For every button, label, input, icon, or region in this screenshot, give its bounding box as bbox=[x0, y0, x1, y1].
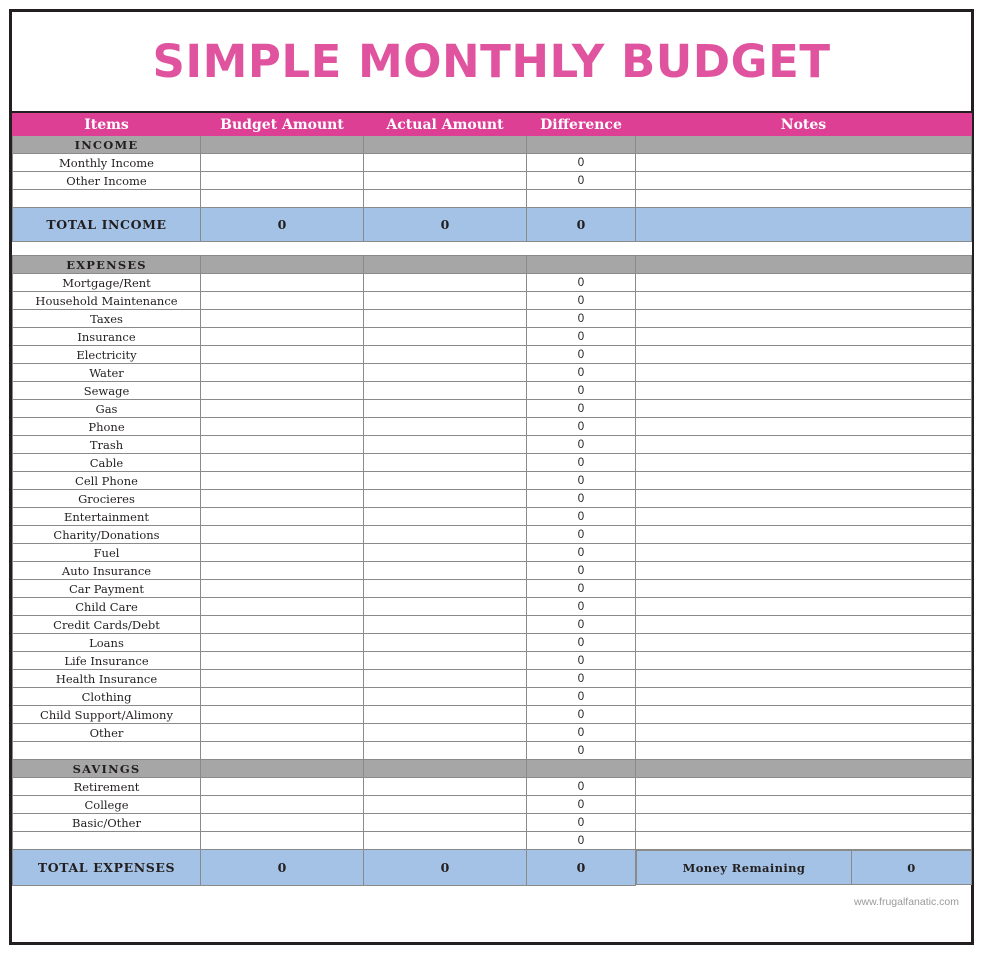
expense-row-budget-cell[interactable] bbox=[201, 490, 364, 508]
column-header-budget-amount: Budget Amount bbox=[201, 114, 364, 136]
savings-row-difference-cell: 0 bbox=[527, 832, 636, 850]
expense-row-actual-cell[interactable] bbox=[364, 544, 527, 562]
expense-row-budget-cell[interactable] bbox=[201, 400, 364, 418]
expense-row-budget-cell[interactable] bbox=[201, 526, 364, 544]
expense-row-difference-cell: 0 bbox=[527, 580, 636, 598]
table-body bbox=[13, 136, 972, 886]
income-row-budget-cell[interactable] bbox=[201, 154, 364, 172]
expense-row-actual-cell[interactable] bbox=[364, 724, 527, 742]
expense-row-actual-cell[interactable] bbox=[364, 274, 527, 292]
total-expenses-budget: 0 bbox=[201, 850, 364, 886]
section-expenses-fill bbox=[527, 256, 636, 274]
expense-row-difference-cell: 0 bbox=[527, 544, 636, 562]
savings-row-budget-cell[interactable] bbox=[201, 796, 364, 814]
total-income-actual: 0 bbox=[364, 208, 527, 242]
income-row-notes-cell[interactable] bbox=[636, 154, 972, 172]
income-row-difference-cell bbox=[527, 190, 636, 208]
expense-row-budget-cell[interactable] bbox=[201, 436, 364, 454]
table-row bbox=[13, 688, 972, 706]
budget-table bbox=[12, 113, 972, 886]
expense-row-notes-cell[interactable] bbox=[636, 634, 972, 652]
expense-row-budget-cell[interactable] bbox=[201, 670, 364, 688]
expense-row-label: Health Insurance bbox=[13, 670, 201, 688]
expense-row-label: Mortgage/Rent bbox=[13, 274, 201, 292]
income-row-notes-cell[interactable] bbox=[636, 172, 972, 190]
expense-row-actual-cell[interactable] bbox=[364, 598, 527, 616]
expense-row-difference-cell: 0 bbox=[527, 454, 636, 472]
expense-row-notes-cell[interactable] bbox=[636, 292, 972, 310]
expense-row-notes-cell[interactable] bbox=[636, 598, 972, 616]
table-row bbox=[13, 526, 972, 544]
expense-row-notes-cell[interactable] bbox=[636, 328, 972, 346]
expense-row-actual-cell[interactable] bbox=[364, 580, 527, 598]
savings-row-budget-cell[interactable] bbox=[201, 814, 364, 832]
total-expenses-actual: 0 bbox=[364, 850, 527, 886]
expense-row-label: Gas bbox=[13, 400, 201, 418]
section-income-fill bbox=[201, 136, 364, 154]
income-row-label: Other Income bbox=[13, 172, 201, 190]
expense-row-difference-cell: 0 bbox=[527, 490, 636, 508]
savings-row-difference-cell: 0 bbox=[527, 778, 636, 796]
expense-row-difference-cell: 0 bbox=[527, 526, 636, 544]
savings-row-budget-cell[interactable] bbox=[201, 832, 364, 850]
expense-row-actual-cell[interactable] bbox=[364, 634, 527, 652]
table-row bbox=[13, 724, 972, 742]
expense-row-difference-cell: 0 bbox=[527, 508, 636, 526]
expense-row-notes-cell[interactable] bbox=[636, 436, 972, 454]
expense-row-budget-cell[interactable] bbox=[201, 364, 364, 382]
section-expenses-fill bbox=[636, 256, 972, 274]
expense-row-label: Phone bbox=[13, 418, 201, 436]
income-row-actual-cell[interactable] bbox=[364, 172, 527, 190]
expense-row-difference-cell: 0 bbox=[527, 436, 636, 454]
expense-row-difference-cell: 0 bbox=[527, 328, 636, 346]
table-row bbox=[13, 172, 972, 190]
table-row bbox=[13, 508, 972, 526]
expense-row-actual-cell[interactable] bbox=[364, 310, 527, 328]
expense-row-notes-cell[interactable] bbox=[636, 400, 972, 418]
expense-row-notes-cell[interactable] bbox=[636, 472, 972, 490]
column-header-items: Items bbox=[13, 114, 201, 136]
section-income-fill bbox=[636, 136, 972, 154]
expense-row-actual-cell[interactable] bbox=[364, 688, 527, 706]
expense-row-difference-cell: 0 bbox=[527, 310, 636, 328]
savings-row-notes-cell[interactable] bbox=[636, 796, 972, 814]
savings-row-notes-cell[interactable] bbox=[636, 832, 972, 850]
table-row bbox=[13, 652, 972, 670]
expense-row-label: Entertainment bbox=[13, 508, 201, 526]
section-savings-fill bbox=[636, 760, 972, 778]
expense-row-budget-cell[interactable] bbox=[201, 472, 364, 490]
table-row bbox=[13, 154, 972, 172]
expense-row-difference-cell: 0 bbox=[527, 724, 636, 742]
expense-row-difference-cell: 0 bbox=[527, 742, 636, 760]
savings-row-notes-cell[interactable] bbox=[636, 814, 972, 832]
table-row bbox=[13, 580, 972, 598]
expense-row-notes-cell[interactable] bbox=[636, 346, 972, 364]
title-band bbox=[12, 12, 971, 113]
expense-row-label: Auto Insurance bbox=[13, 562, 201, 580]
expense-row-budget-cell[interactable] bbox=[201, 562, 364, 580]
section-income bbox=[13, 136, 972, 154]
expense-row-actual-cell[interactable] bbox=[364, 742, 527, 760]
savings-row-actual-cell[interactable] bbox=[364, 814, 527, 832]
expense-row-difference-cell: 0 bbox=[527, 400, 636, 418]
expense-row-difference-cell: 0 bbox=[527, 346, 636, 364]
total-expenses-row bbox=[13, 850, 972, 886]
section-expenses bbox=[13, 256, 972, 274]
income-row-notes-cell[interactable] bbox=[636, 190, 972, 208]
expense-row-difference-cell: 0 bbox=[527, 670, 636, 688]
expense-row-label: Car Payment bbox=[13, 580, 201, 598]
expense-row-label: Loans bbox=[13, 634, 201, 652]
expense-row-label: Household Maintenance bbox=[13, 292, 201, 310]
table-row bbox=[13, 544, 972, 562]
expense-row-notes-cell[interactable] bbox=[636, 544, 972, 562]
expense-row-label: Grocieres bbox=[13, 490, 201, 508]
table-row bbox=[13, 292, 972, 310]
expense-row-budget-cell[interactable] bbox=[201, 418, 364, 436]
table-row bbox=[13, 562, 972, 580]
total-income-row bbox=[13, 208, 972, 242]
expense-row-budget-cell[interactable] bbox=[201, 742, 364, 760]
expense-row-actual-cell[interactable] bbox=[364, 490, 527, 508]
section-savings-label: SAVINGS bbox=[13, 760, 201, 778]
expense-row-difference-cell: 0 bbox=[527, 616, 636, 634]
footer-credit: www.frugalfanatic.com bbox=[853, 895, 959, 908]
expense-row-difference-cell: 0 bbox=[527, 382, 636, 400]
expense-row-notes-cell[interactable] bbox=[636, 364, 972, 382]
expense-row-actual-cell[interactable] bbox=[364, 400, 527, 418]
expense-row-difference-cell: 0 bbox=[527, 418, 636, 436]
savings-row-difference-cell: 0 bbox=[527, 796, 636, 814]
expense-row-difference-cell: 0 bbox=[527, 562, 636, 580]
savings-row-actual-cell[interactable] bbox=[364, 796, 527, 814]
expense-row-label: Sewage bbox=[13, 382, 201, 400]
expense-row-difference-cell: 0 bbox=[527, 598, 636, 616]
expense-row-label: Clothing bbox=[13, 688, 201, 706]
expense-row-label: Child Support/Alimony bbox=[13, 706, 201, 724]
total-expenses-label: TOTAL EXPENSES bbox=[13, 850, 201, 886]
expense-row-label: Taxes bbox=[13, 310, 201, 328]
expense-row-budget-cell[interactable] bbox=[201, 346, 364, 364]
expense-row-label: Trash bbox=[13, 436, 201, 454]
expense-row-label: Insurance bbox=[13, 328, 201, 346]
expense-row-notes-cell[interactable] bbox=[636, 688, 972, 706]
expense-row-budget-cell[interactable] bbox=[201, 634, 364, 652]
expense-row-notes-cell[interactable] bbox=[636, 742, 972, 760]
row-gap-cell bbox=[13, 242, 972, 256]
table-row bbox=[13, 670, 972, 688]
table-row bbox=[13, 634, 972, 652]
income-row-difference-cell: 0 bbox=[527, 154, 636, 172]
expense-row-actual-cell[interactable] bbox=[364, 616, 527, 634]
expense-row-difference-cell: 0 bbox=[527, 634, 636, 652]
expense-row-notes-cell[interactable] bbox=[636, 526, 972, 544]
table-header-row bbox=[13, 114, 972, 136]
expense-row-budget-cell[interactable] bbox=[201, 508, 364, 526]
expense-row-notes-cell[interactable] bbox=[636, 310, 972, 328]
total-expenses-difference: 0 bbox=[527, 850, 636, 886]
expense-row-difference-cell: 0 bbox=[527, 706, 636, 724]
table-row bbox=[13, 706, 972, 724]
expense-row-budget-cell[interactable] bbox=[201, 310, 364, 328]
expense-row-actual-cell[interactable] bbox=[364, 706, 527, 724]
expense-row-actual-cell[interactable] bbox=[364, 364, 527, 382]
expense-row-budget-cell[interactable] bbox=[201, 274, 364, 292]
expense-row-actual-cell[interactable] bbox=[364, 328, 527, 346]
expense-row-notes-cell[interactable] bbox=[636, 670, 972, 688]
expense-row-notes-cell[interactable] bbox=[636, 274, 972, 292]
expense-row-difference-cell: 0 bbox=[527, 364, 636, 382]
income-row-label: Monthly Income bbox=[13, 154, 201, 172]
expense-row-budget-cell[interactable] bbox=[201, 544, 364, 562]
section-income-fill bbox=[364, 136, 527, 154]
expense-row-label: Fuel bbox=[13, 544, 201, 562]
expense-row-actual-cell[interactable] bbox=[364, 382, 527, 400]
total-income-notes bbox=[636, 208, 972, 242]
expense-row-notes-cell[interactable] bbox=[636, 382, 972, 400]
table-row bbox=[13, 814, 972, 832]
expense-row-label: Electricity bbox=[13, 346, 201, 364]
table-row bbox=[13, 490, 972, 508]
money-remaining-value: 0 bbox=[852, 851, 972, 885]
section-income-label: INCOME bbox=[13, 136, 201, 154]
expense-row-difference-cell: 0 bbox=[527, 472, 636, 490]
table-row bbox=[13, 400, 972, 418]
table-row bbox=[13, 364, 972, 382]
table-row bbox=[13, 274, 972, 292]
column-header-difference: Difference bbox=[527, 114, 636, 136]
expense-row-budget-cell[interactable] bbox=[201, 724, 364, 742]
section-savings-fill bbox=[527, 760, 636, 778]
expense-row-actual-cell[interactable] bbox=[364, 472, 527, 490]
expense-row-actual-cell[interactable] bbox=[364, 418, 527, 436]
expense-row-notes-cell[interactable] bbox=[636, 652, 972, 670]
budget-table-wrap bbox=[12, 113, 971, 886]
expense-row-actual-cell[interactable] bbox=[364, 526, 527, 544]
savings-row-label: Retirement bbox=[13, 778, 201, 796]
total-income-difference: 0 bbox=[527, 208, 636, 242]
savings-row-actual-cell[interactable] bbox=[364, 778, 527, 796]
money-remaining-group bbox=[636, 850, 972, 886]
expense-row-budget-cell[interactable] bbox=[201, 382, 364, 400]
section-savings-fill bbox=[201, 760, 364, 778]
page-title: SIMPLE MONTHLY BUDGET bbox=[152, 35, 831, 88]
expense-row-label: Cell Phone bbox=[13, 472, 201, 490]
expense-row-difference-cell: 0 bbox=[527, 292, 636, 310]
expense-row-actual-cell[interactable] bbox=[364, 436, 527, 454]
expense-row-actual-cell[interactable] bbox=[364, 652, 527, 670]
total-income-label: TOTAL INCOME bbox=[13, 208, 201, 242]
table-row bbox=[13, 190, 972, 208]
section-expenses-label: EXPENSES bbox=[13, 256, 201, 274]
expense-row-budget-cell[interactable] bbox=[201, 328, 364, 346]
expense-row-difference-cell: 0 bbox=[527, 652, 636, 670]
section-expenses-fill bbox=[201, 256, 364, 274]
income-row-actual-cell[interactable] bbox=[364, 190, 527, 208]
table-row bbox=[13, 742, 972, 760]
row-gap bbox=[13, 242, 972, 256]
savings-row-notes-cell[interactable] bbox=[636, 778, 972, 796]
section-income-fill bbox=[527, 136, 636, 154]
expense-row-notes-cell[interactable] bbox=[636, 562, 972, 580]
table-row bbox=[13, 310, 972, 328]
table-row bbox=[13, 832, 972, 850]
income-row-actual-cell[interactable] bbox=[364, 154, 527, 172]
income-row-budget-cell[interactable] bbox=[201, 172, 364, 190]
table-row bbox=[13, 778, 972, 796]
expense-row-notes-cell[interactable] bbox=[636, 508, 972, 526]
expense-row-budget-cell[interactable] bbox=[201, 616, 364, 634]
column-header-notes: Notes bbox=[636, 114, 972, 136]
expense-row-label: Child Care bbox=[13, 598, 201, 616]
expense-row-actual-cell[interactable] bbox=[364, 454, 527, 472]
expense-row-notes-cell[interactable] bbox=[636, 724, 972, 742]
expense-row-budget-cell[interactable] bbox=[201, 598, 364, 616]
section-savings-fill bbox=[364, 760, 527, 778]
income-row-label bbox=[13, 190, 201, 208]
savings-row-label bbox=[13, 832, 201, 850]
expense-row-notes-cell[interactable] bbox=[636, 616, 972, 634]
expense-row-actual-cell[interactable] bbox=[364, 670, 527, 688]
savings-row-difference-cell: 0 bbox=[527, 814, 636, 832]
expense-row-budget-cell[interactable] bbox=[201, 292, 364, 310]
section-savings bbox=[13, 760, 972, 778]
expense-row-actual-cell[interactable] bbox=[364, 346, 527, 364]
money-remaining-label: Money Remaining bbox=[637, 851, 852, 885]
table-row bbox=[13, 616, 972, 634]
expense-row-difference-cell: 0 bbox=[527, 274, 636, 292]
table-row bbox=[13, 472, 972, 490]
expense-row-notes-cell[interactable] bbox=[636, 490, 972, 508]
column-header-actual-amount: Actual Amount bbox=[364, 114, 527, 136]
savings-row-label: College bbox=[13, 796, 201, 814]
expense-row-budget-cell[interactable] bbox=[201, 580, 364, 598]
expense-row-notes-cell[interactable] bbox=[636, 706, 972, 724]
income-row-budget-cell[interactable] bbox=[201, 190, 364, 208]
table-row bbox=[13, 418, 972, 436]
expense-row-label: Credit Cards/Debt bbox=[13, 616, 201, 634]
table-row bbox=[13, 382, 972, 400]
savings-row-label: Basic/Other bbox=[13, 814, 201, 832]
expense-row-label: Water bbox=[13, 364, 201, 382]
expense-row-budget-cell[interactable] bbox=[201, 652, 364, 670]
table-row bbox=[13, 796, 972, 814]
expense-row-budget-cell[interactable] bbox=[201, 688, 364, 706]
expense-row-actual-cell[interactable] bbox=[364, 562, 527, 580]
income-row-difference-cell: 0 bbox=[527, 172, 636, 190]
budget-sheet bbox=[9, 9, 974, 945]
expense-row-actual-cell[interactable] bbox=[364, 508, 527, 526]
expense-row-actual-cell[interactable] bbox=[364, 292, 527, 310]
expense-row-budget-cell[interactable] bbox=[201, 454, 364, 472]
savings-row-budget-cell[interactable] bbox=[201, 778, 364, 796]
expense-row-label: Other bbox=[13, 724, 201, 742]
expense-row-label: Life Insurance bbox=[13, 652, 201, 670]
expense-row-label: Cable bbox=[13, 454, 201, 472]
table-row bbox=[13, 598, 972, 616]
section-expenses-fill bbox=[364, 256, 527, 274]
expense-row-notes-cell[interactable] bbox=[636, 418, 972, 436]
expense-row-notes-cell[interactable] bbox=[636, 454, 972, 472]
expense-row-difference-cell: 0 bbox=[527, 688, 636, 706]
table-row bbox=[13, 436, 972, 454]
expense-row-label: Charity/Donations bbox=[13, 526, 201, 544]
expense-row-label bbox=[13, 742, 201, 760]
table-row bbox=[13, 328, 972, 346]
expense-row-notes-cell[interactable] bbox=[636, 580, 972, 598]
savings-row-actual-cell[interactable] bbox=[364, 832, 527, 850]
expense-row-budget-cell[interactable] bbox=[201, 706, 364, 724]
table-row bbox=[13, 454, 972, 472]
total-income-budget: 0 bbox=[201, 208, 364, 242]
table-row bbox=[13, 346, 972, 364]
